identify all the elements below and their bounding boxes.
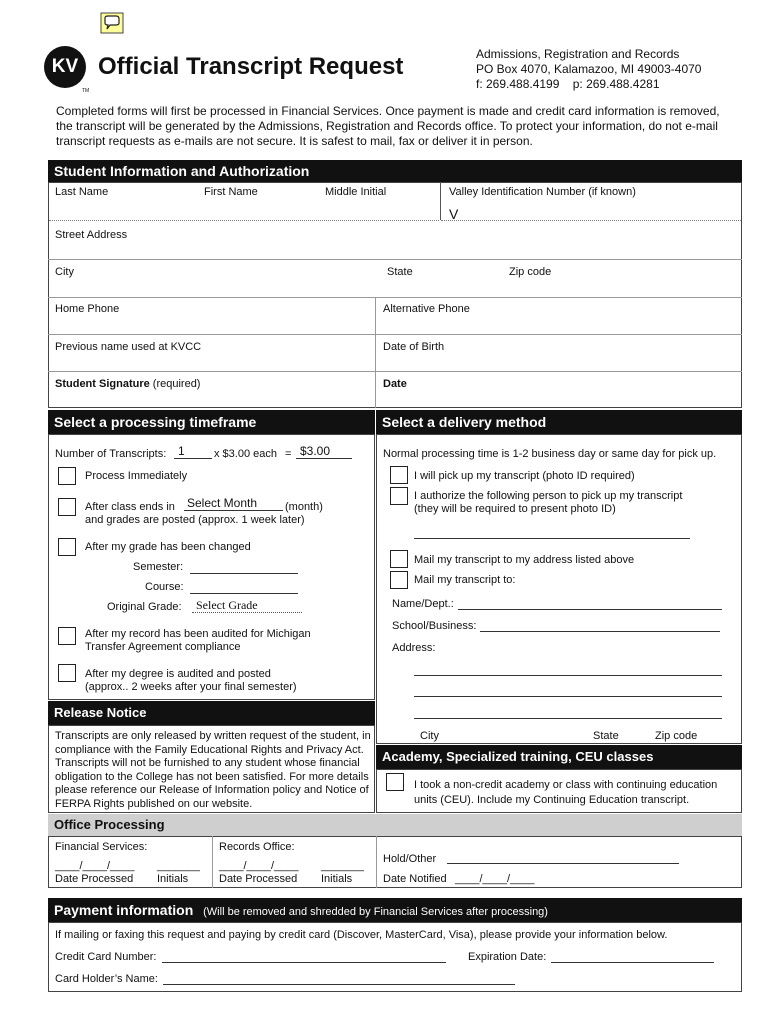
ceu-line2: units (CEU). Include my Continuing Education transcript. bbox=[414, 794, 690, 806]
zip-label: Zip code bbox=[509, 266, 552, 278]
logo-trademark: TM bbox=[82, 88, 90, 94]
audit-checkbox[interactable] bbox=[58, 627, 76, 645]
ceu-checkbox[interactable] bbox=[386, 773, 404, 791]
dob-label: Date of Birth bbox=[383, 341, 445, 353]
page-title: Official Transcript Request bbox=[98, 53, 404, 80]
logo-text: KV bbox=[51, 56, 79, 77]
address-label: Address: bbox=[392, 642, 436, 654]
num-transcripts-input[interactable]: 1 bbox=[174, 444, 212, 459]
authorize-line1: I authorize the following person to pick up my transcript bbox=[414, 490, 683, 502]
fs-date-blank: ____/____/____ bbox=[55, 860, 135, 872]
last-name-label: Last Name bbox=[55, 186, 109, 198]
process-immediately-checkbox[interactable] bbox=[58, 467, 76, 485]
signature-label-bold: Student Signature bbox=[55, 378, 150, 390]
student-info-box bbox=[48, 182, 742, 408]
fs-initials-blank: _______ bbox=[157, 860, 200, 872]
after-class-checkbox[interactable] bbox=[58, 498, 76, 516]
vin-label: Valley Identification Number (if known) bbox=[449, 186, 636, 198]
office-name: Admissions, Registration and Records bbox=[476, 47, 680, 61]
address-input-line3[interactable] bbox=[414, 718, 722, 719]
school-business-input[interactable] bbox=[480, 631, 720, 632]
date-notified-blank: ____/____/____ bbox=[455, 873, 535, 885]
card-holder-label: Card Holder’s Name: bbox=[55, 973, 158, 985]
kv-logo bbox=[44, 46, 86, 88]
hold-other-input[interactable] bbox=[447, 863, 679, 864]
mail-to-checkbox[interactable] bbox=[390, 571, 408, 589]
comment-icon[interactable] bbox=[100, 12, 124, 34]
expiration-input[interactable] bbox=[551, 962, 714, 963]
academy-header: Academy, Specialized training, CEU classes bbox=[376, 745, 742, 769]
release-notice-header: Release Notice bbox=[48, 701, 375, 725]
delivery-zip-label: Zip code bbox=[655, 730, 698, 742]
after-class-label: After class ends in bbox=[85, 501, 175, 513]
previous-name-label: Previous name used at KVCC bbox=[55, 341, 202, 353]
processing-header: Select a processing timeframe bbox=[48, 410, 375, 434]
fs-initials: Initials bbox=[157, 873, 189, 885]
mail-to-label: Mail my transcript to: bbox=[414, 574, 516, 586]
audit-line2: Transfer Agreement compliance bbox=[85, 641, 241, 653]
address-input-line1[interactable] bbox=[414, 675, 722, 676]
vin-prefix: V bbox=[449, 206, 459, 222]
num-transcripts-label: Number of Transcripts: bbox=[55, 448, 167, 460]
ro-date-processed: Date Processed bbox=[219, 873, 298, 885]
audit-line1: After my record has been audited for Michigan bbox=[85, 628, 311, 640]
payment-instructions: If mailing or faxing this request and paying by credit card (Discover, MasterCard, Visa), please provide your information below. bbox=[55, 929, 668, 941]
date-notified-label: Date Notified bbox=[383, 873, 447, 885]
intro-text: Completed forms will first be processed in Financial Services. Once payment is made and credit card information is removed, the transcript will be generated by the Admissions, Registration and Records office. To protect your information, do not e-mail transcript requests as e-mails are not secure. It is safest to mail, fax or deliver it in person. bbox=[56, 104, 720, 148]
authorized-person-input[interactable] bbox=[414, 538, 690, 539]
student-info-header: Student Information and Authorization bbox=[48, 160, 742, 182]
payment-subtitle: (Will be removed and shredded by Financial Services after processing) bbox=[203, 906, 548, 918]
course-label: Course: bbox=[145, 581, 184, 593]
card-number-input[interactable] bbox=[162, 962, 446, 963]
signature-date-label: Date bbox=[383, 378, 407, 390]
office-phones: f: 269.488.4199 p: 269.488.4281 bbox=[476, 77, 660, 91]
authorize-line2: (they will be required to present photo ID) bbox=[414, 503, 616, 515]
ceu-line1: I took a non-credit academy or class with continuing education bbox=[414, 779, 718, 791]
ro-initials-blank: _______ bbox=[321, 860, 364, 872]
address-input-line2[interactable] bbox=[414, 696, 722, 697]
select-month-dropdown[interactable]: Select Month bbox=[184, 496, 283, 511]
records-office-label: Records Office: bbox=[219, 841, 295, 853]
semester-input[interactable] bbox=[190, 573, 298, 574]
office-address: PO Box 4070, Kalamazoo, MI 49003-4070 bbox=[476, 62, 702, 76]
payment-title: Payment information bbox=[54, 902, 194, 918]
name-dept-label: Name/Dept.: bbox=[392, 598, 454, 610]
degree-checkbox[interactable] bbox=[58, 664, 76, 682]
payment-header bbox=[48, 898, 742, 922]
after-grade-label: After my grade has been changed bbox=[85, 541, 251, 553]
pickup-label: I will pick up my transcript (photo ID required) bbox=[414, 470, 635, 482]
release-notice-text: Transcripts are only released by written request of the student, in compliance with the Family Educational Rights and Privacy Act. Transcripts will not be furnished to any student whose financial obligation to the College has not been satisfied. For more details please reference our Release of Information policy and Notice of FERPA Rights published on our website. bbox=[55, 730, 371, 810]
equals-sign: = bbox=[285, 448, 292, 460]
delivery-state-label: State bbox=[593, 730, 619, 742]
degree-line1: After my degree is audited and posted bbox=[85, 668, 271, 680]
delivery-city-label: City bbox=[420, 730, 439, 742]
original-grade-label: Original Grade: bbox=[107, 601, 182, 613]
office-processing-header: Office Processing bbox=[48, 814, 742, 836]
ro-date-blank: ____/____/____ bbox=[219, 860, 299, 872]
ro-initials: Initials bbox=[321, 873, 353, 885]
authorize-checkbox[interactable] bbox=[390, 487, 408, 505]
card-holder-input[interactable] bbox=[163, 984, 515, 985]
month-suffix: (month) bbox=[285, 501, 323, 513]
middle-initial-label: Middle Initial bbox=[325, 186, 387, 198]
school-business-label: School/Business: bbox=[392, 620, 477, 632]
signature-note: (required) bbox=[149, 378, 201, 390]
name-dept-input[interactable] bbox=[458, 609, 722, 610]
delivery-header: Select a delivery method bbox=[376, 410, 742, 434]
street-address-label: Street Address bbox=[55, 229, 128, 241]
signature-label bbox=[55, 378, 200, 391]
pickup-checkbox[interactable] bbox=[390, 466, 408, 484]
price-label: x $3.00 each bbox=[214, 448, 277, 460]
total-amount-field[interactable]: $3.00 bbox=[296, 444, 352, 459]
course-input[interactable] bbox=[190, 593, 298, 594]
alt-phone-label: Alternative Phone bbox=[383, 303, 470, 315]
process-immediately-label: Process Immediately bbox=[85, 470, 188, 482]
normal-processing-text: Normal processing time is 1-2 business day or same day for pick up. bbox=[383, 448, 717, 460]
semester-label: Semester: bbox=[133, 561, 184, 573]
expiration-label: Expiration Date: bbox=[468, 951, 547, 963]
home-phone-label: Home Phone bbox=[55, 303, 120, 315]
card-number-label: Credit Card Number: bbox=[55, 951, 157, 963]
after-grade-checkbox[interactable] bbox=[58, 538, 76, 556]
first-name-label: First Name bbox=[204, 186, 258, 198]
degree-line2: (approx.. 2 weeks after your final semester) bbox=[85, 681, 297, 693]
hold-other-label: Hold/Other bbox=[383, 853, 437, 865]
state-label: State bbox=[387, 266, 413, 278]
fs-date-processed: Date Processed bbox=[55, 873, 134, 885]
financial-services-label: Financial Services: bbox=[55, 841, 148, 853]
select-grade-dropdown[interactable]: Select Grade bbox=[192, 598, 302, 613]
mail-above-checkbox[interactable] bbox=[390, 550, 408, 568]
mail-above-label: Mail my transcript to my address listed above bbox=[414, 554, 635, 566]
city-label: City bbox=[55, 266, 74, 278]
after-class-line2: and grades are posted (approx. 1 week later) bbox=[85, 514, 305, 526]
